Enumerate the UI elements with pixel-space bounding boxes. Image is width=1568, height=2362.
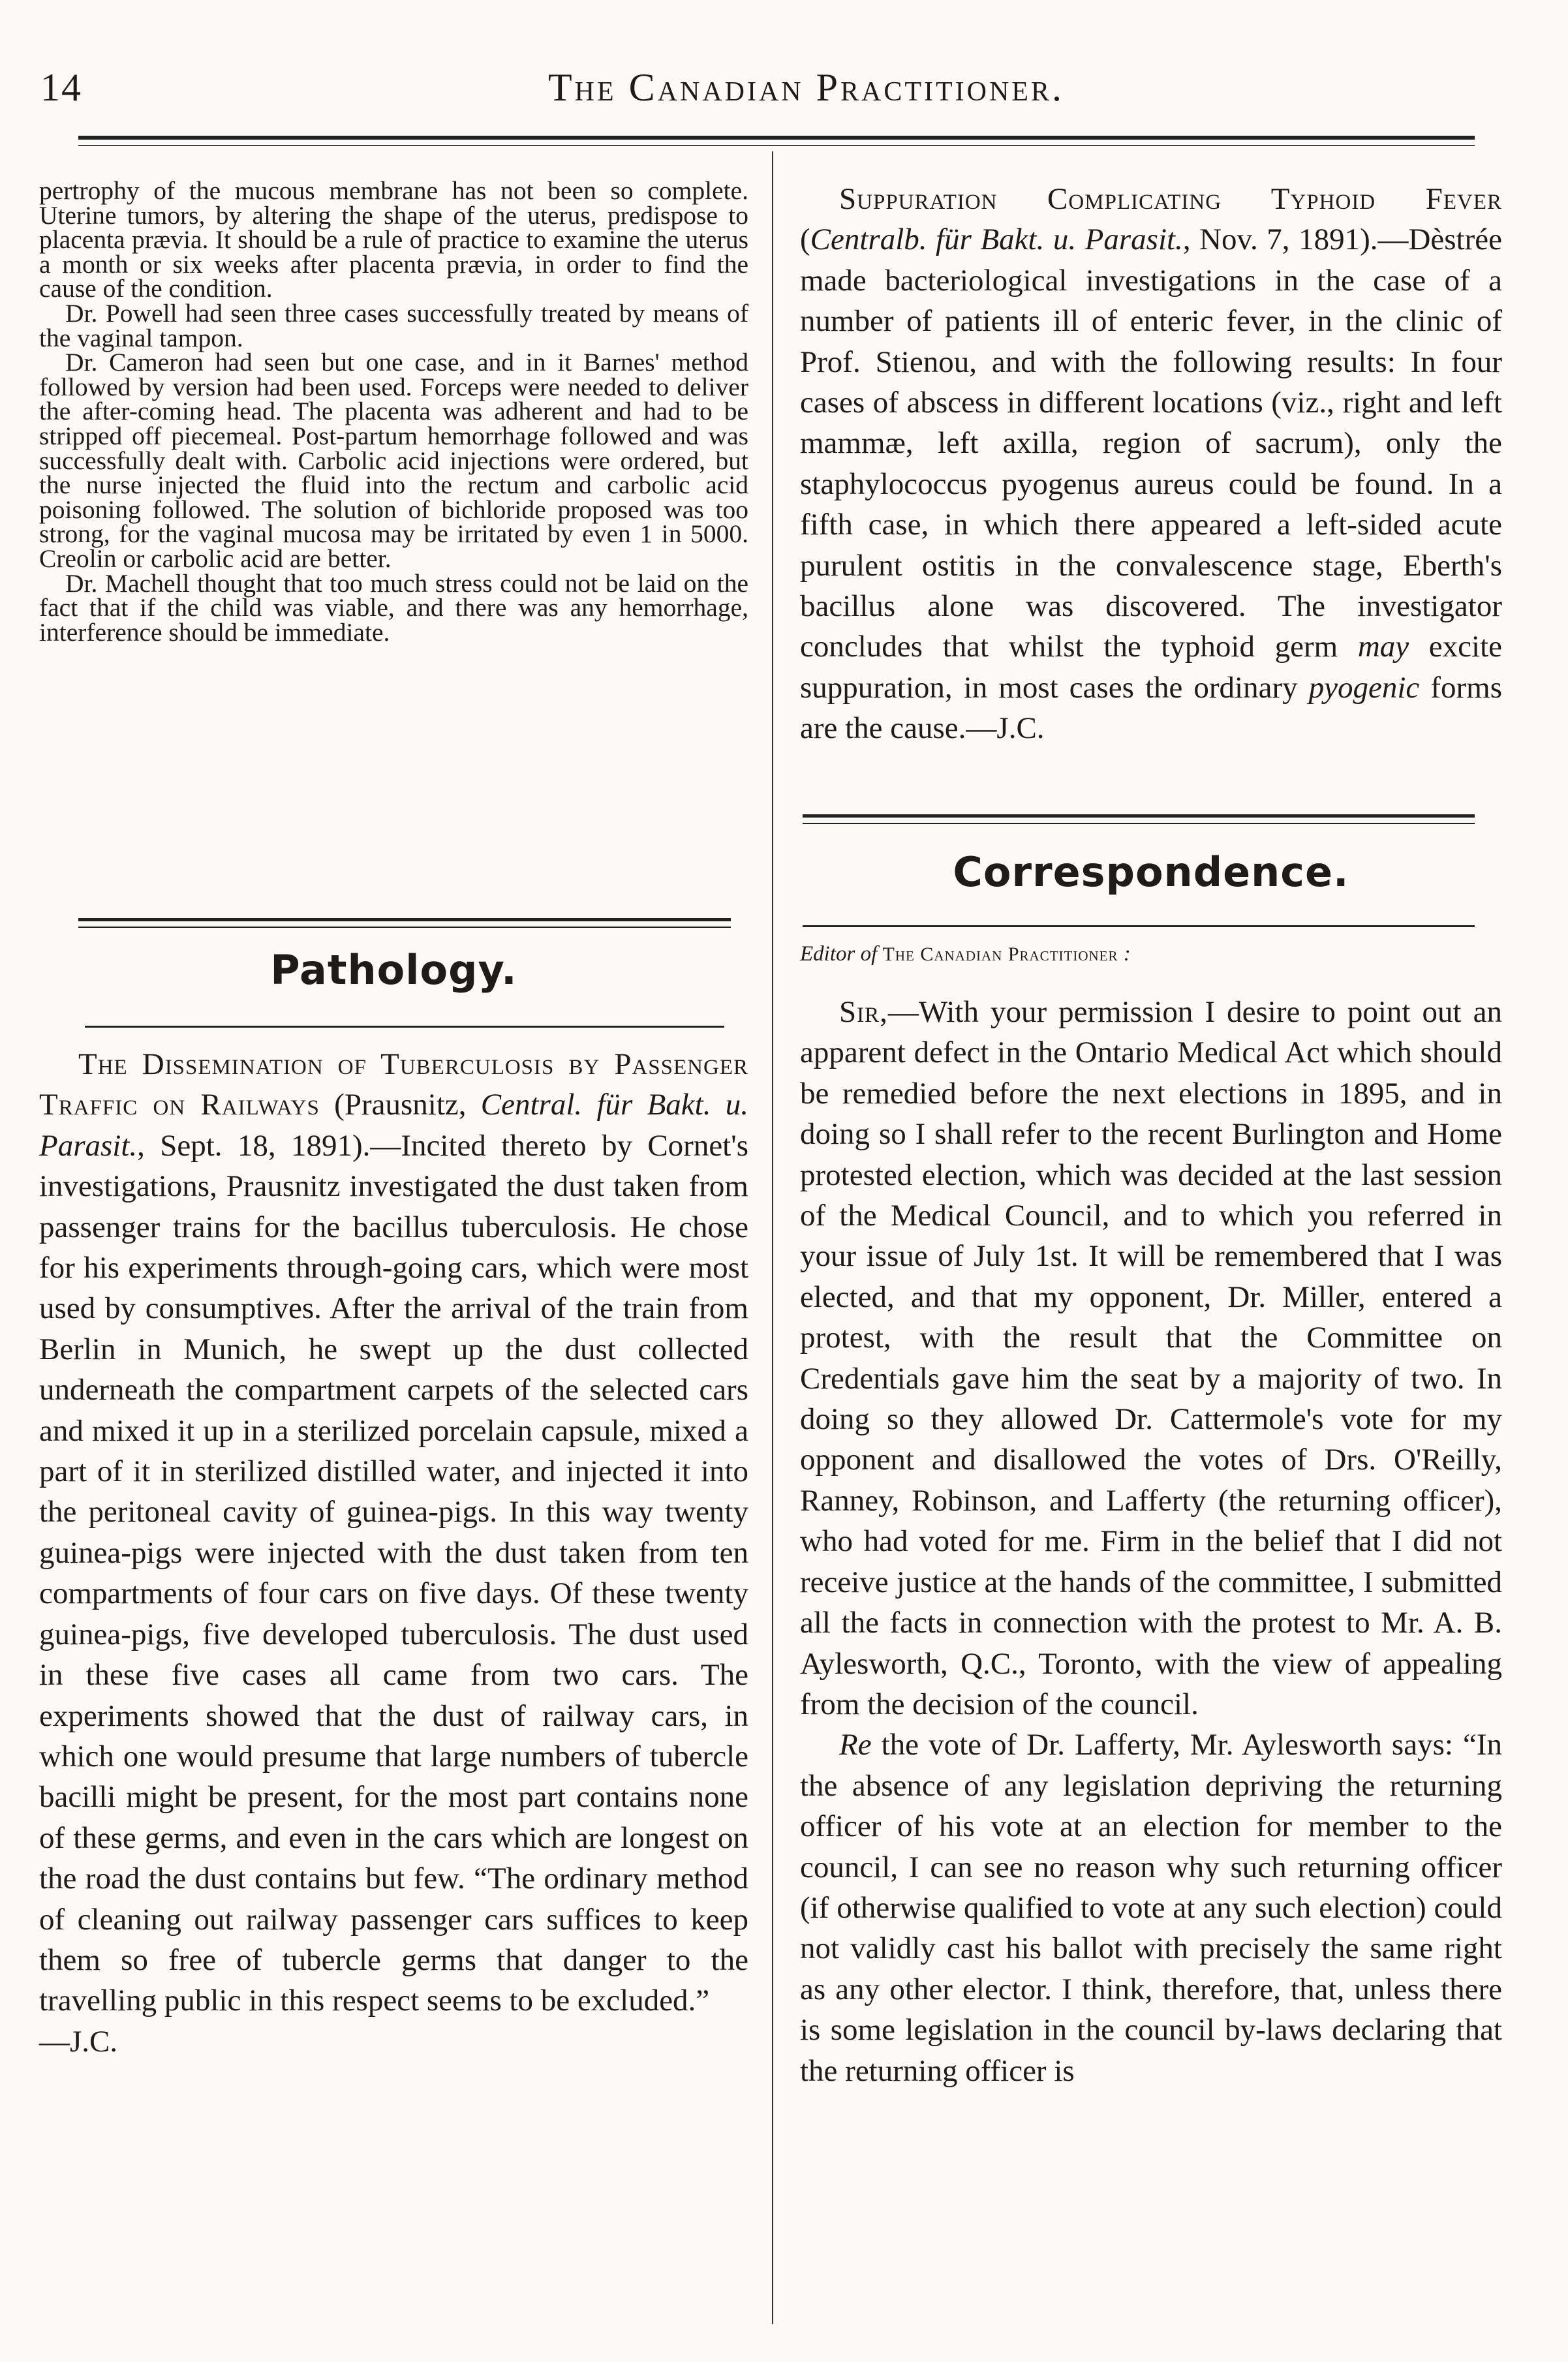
emphasis-word: Re <box>839 1728 872 1762</box>
section-heading-correspondence: Correspondence. <box>953 848 1349 896</box>
section-rule-top-thin <box>803 823 1475 824</box>
header-rule-thin <box>78 145 1475 146</box>
citation-journal: Centralb. für Bakt. u. Parasit. <box>810 222 1183 257</box>
article-body: Incited thereto by Cornet's investigations, Prausnitz investigated the dust taken from passenger trains for the bacillus tuberculosis. He chose for his experiments through-going cars, which were most used by consumptives. After the arrival of the train from Berlin in Munich, he swept up the dust collected underneath the compartment carpets of the selected cars and mixed it up in a sterilized porcelain capsule, mixed a part of it in sterilized distilled water, and injected it into the peritoneal cavity of guinea-pigs. In this way twenty guinea-pigs were injected with the dust taken from ten compartments of four cars on five days. Of these twenty guinea-pigs, five developed tuberculosis. The dust used in these five cases all came from two cars. The experiments showed that the dust of railway cars, in which one would presume that large numbers of tubercle bacilli might be present, for the most part contains none of these germs, and even in the cars which are longest on the road the dust contains but few. “The ordinary method of cleaning out railway passenger cars suffices to keep them so free of tubercle germs that danger to the travelling public in this respect seems to be excluded.” <box>39 1128 748 2018</box>
editor-line <box>800 941 1502 968</box>
article-body: excite suppuration, in most cases the ordinary <box>800 630 1503 705</box>
editor-journal: The Canadian Practitioner <box>882 943 1118 965</box>
pathology-article <box>39 1044 748 2062</box>
section-heading-pathology: Pathology. <box>270 946 517 994</box>
letter-paragraph <box>800 1725 1502 2091</box>
pathology-paragraph <box>39 1044 748 2021</box>
citation-suffix: , Sept. 18, 1891).— <box>137 1128 401 1163</box>
page-number: 14 <box>40 66 82 109</box>
section-rule-top <box>78 918 731 921</box>
article-title: The Dissemination of Tuberculosis by Passenger Traffic on Railways <box>39 1047 748 1122</box>
section-rule-top-thin <box>78 927 731 928</box>
citation-journal: Central. für Bakt. u. Parasit. <box>39 1088 749 1163</box>
suppuration-paragraph <box>800 179 1502 749</box>
section-rule-top <box>803 814 1475 818</box>
letter-body: the vote of Dr. Lafferty, Mr. Aylesworth says: “In the absence of any legislation depriving the returning officer of his vote at an election for member to the council, I can see no reason why such returning officer (if otherwise qualified to vote at any such election) could not validly cast his ballot with precisely the same right as any other elector. I think, therefore, that, unless there is some legislation in the council by-laws declaring that the returning officer is <box>800 1728 1502 2088</box>
editor-prefix: Editor of <box>800 942 883 966</box>
suppuration-article <box>800 179 1502 749</box>
editor-suffix: : <box>1118 942 1131 966</box>
salutation: Sir, <box>839 995 888 1029</box>
discussion-paragraph: Dr. Cameron had seen but one case, and in it Barnes' method followed by version had been used. Forceps were needed to deliver the after-coming head. The placenta was adherent and had to be stripped off piecemeal. Post-partum hemorrhage followed and was successfully dealt with. Carbolic acid injections were ordered, but the nurse injected the fluid into the rectum and carbolic acid poisoning followed. The solution of bichloride proposed was too strong, for the vaginal mucosa may be irritated by even 1 in 5000. Creolin or carbolic acid are better. <box>39 348 748 573</box>
letter-paragraph <box>800 992 1502 1725</box>
running-head: The Canadian Practitioner. <box>548 66 1064 109</box>
letter-body: —With your permission I desire to point out an apparent defect in the Ontario Medical Act which should be remedied before the next elections in 1895, and in doing so I shall refer to the recent Burlington and Home protested election, which was decided at the last session of the Medical Council, and to which you referred in your issue of July 1st. It will be remembered that I was elected, and that my opponent, Dr. Miller, entered a protest, with the result that the Committee on Credentials gave him the seat by a majority of two. In doing so they allowed Dr. Cattermole's vote for my opponent and disallowed the votes of Drs. O'Reilly, Ranney, Robinson, and Lafferty (the returning officer), who had voted for me. Firm in the belief that I did not receive justice at the hands of the committee, I submitted all the facts in connection with the protest to Mr. A. B. Aylesworth, Q.C., Toronto, with the view of appealing from the decision of the council. <box>800 995 1502 1721</box>
article-body: —Dèstrée made bacteriological investigations in the case of a number of patients ill of enteric fever, in the clinic of Prof. Stienou, and with the following results: In four cases of abscess in different locations (viz., right and left mammæ, left axilla, region of sacrum), only the staphylococcus pyogenus aureus could be found. In a fifth case, in which there appeared a left-sided acute purulent ostitis in the convalescence stage, Eberth's bacillus alone was discovered. The investigator concludes that whilst the typhoid germ <box>800 222 1502 664</box>
discussion-paragraph: Dr. Machell thought that too much stress could not be laid on the fact that if the child was viable, and there was any hemorrhage, interference should be immediate. <box>39 568 748 647</box>
citation-prefix: ( <box>800 222 810 257</box>
column-divider <box>772 151 773 2324</box>
section-rule-bottom <box>803 925 1475 927</box>
article-title: Suppuration Complicating Typhoid Fever <box>839 182 1502 216</box>
article-body: forms are the cause.—J.C. <box>800 670 1502 746</box>
header-rule <box>78 136 1475 140</box>
article-signature: —J.C. <box>39 2024 118 2059</box>
discussion-paragraph: pertrophy of the mucous membrane has not been so complete. Uterine tumors, by altering the shape of the uterus, predispose to placenta prævia. It should be a rule of practice to examine the uterus a month or six weeks after placenta prævia, in order to find the cause of the condition. <box>39 176 748 303</box>
emphasis-word: pyogenic <box>1308 670 1420 705</box>
editor-address <box>800 941 1502 968</box>
discussion-block <box>39 176 748 647</box>
discussion-paragraph: Dr. Powell had seen three cases successfully treated by means of the vaginal tampon. <box>39 298 748 352</box>
correspondence-letter <box>800 992 1502 2091</box>
section-rule-bottom <box>85 1026 724 1028</box>
citation-suffix: , Nov. 7, 1891). <box>1182 222 1378 257</box>
citation-prefix: (Prausnitz, <box>319 1088 481 1122</box>
emphasis-word: may <box>1357 630 1409 664</box>
